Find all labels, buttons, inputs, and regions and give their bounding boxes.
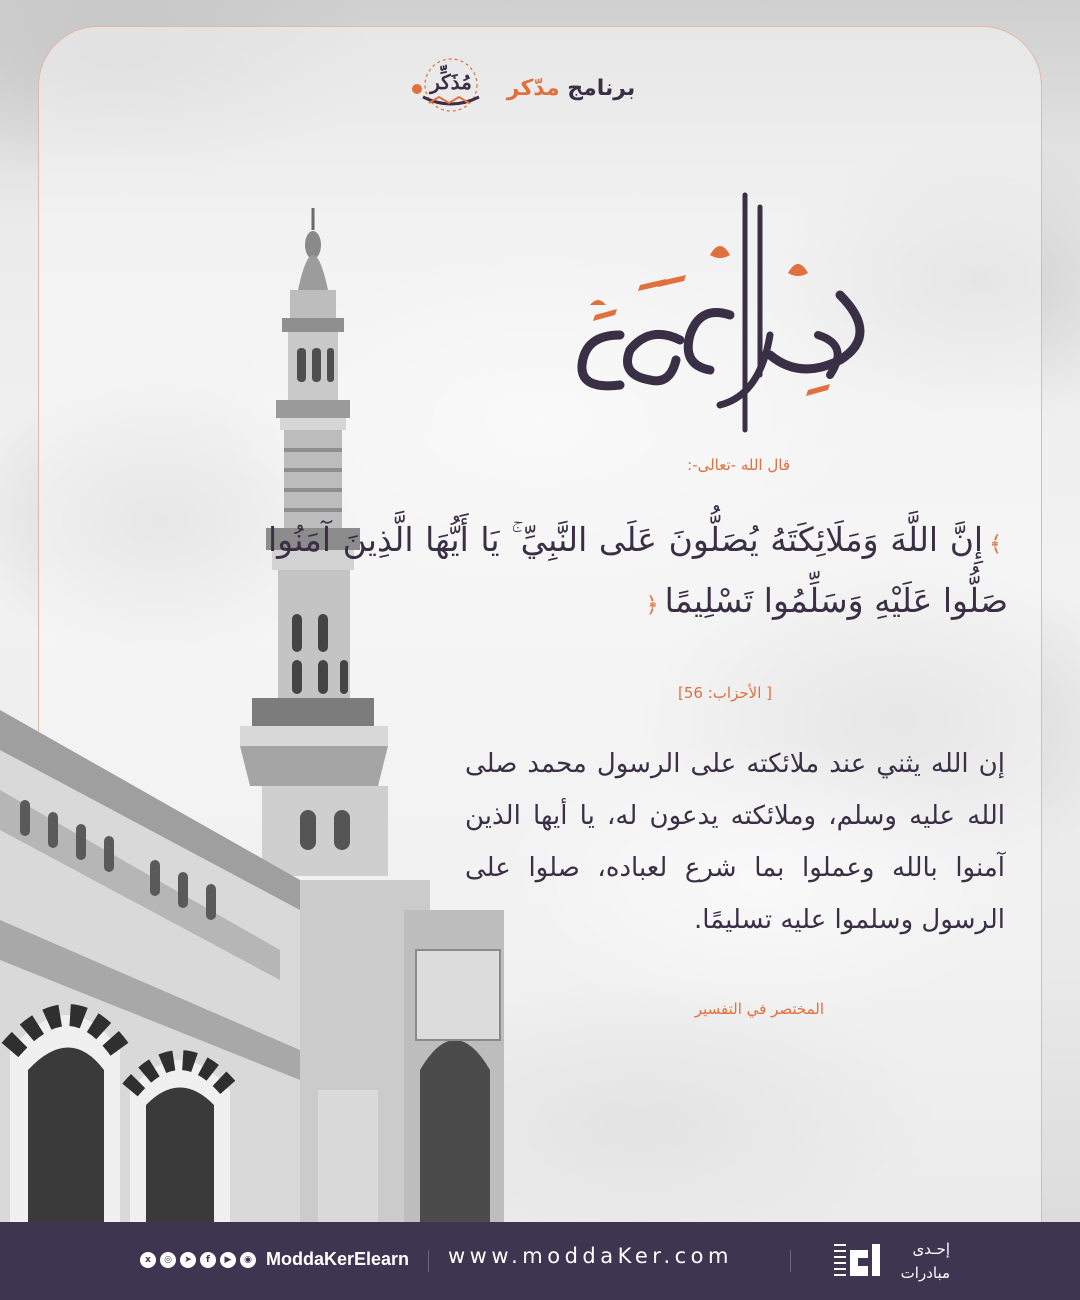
tafsir-source: المختصر في التفسير — [694, 1000, 824, 1018]
telegram-icon[interactable]: ➤ — [180, 1252, 196, 1268]
initiative-label — [890, 1237, 950, 1285]
social-handle[interactable]: ModdaKerElearn — [266, 1249, 410, 1269]
social-links — [140, 1249, 409, 1270]
footer-divider — [790, 1250, 791, 1272]
rss-icon[interactable]: ◉ — [240, 1252, 256, 1268]
svg-text:مُذَكِّر: مُذَكِّر — [429, 70, 472, 94]
verse-open-ornament: ﴾ — [989, 532, 1002, 557]
footer-bar — [0, 1222, 1080, 1300]
moddaker-logo[interactable] — [405, 51, 497, 125]
youtube-icon[interactable]: ▶ — [220, 1252, 236, 1268]
website-link[interactable]: www.moddaKer.com — [448, 1244, 733, 1268]
footer-divider — [428, 1250, 429, 1272]
quran-verse — [268, 512, 1008, 634]
instagram-icon[interactable]: ◎ — [160, 1252, 176, 1268]
verse-close-ornament: ﴿ — [645, 593, 659, 618]
mosque-illustration — [0, 190, 520, 1222]
verse-line-2: أَيُّهَا الَّذِينَ آمَنُوا صَلُّوا عَلَيْهِ وَسَلِّمُوا تَسْلِيمًا — [268, 520, 1008, 620]
brand-header — [370, 48, 670, 128]
verse-line-1: إِنَّ اللَّهَ وَمَلَائِكَتَهُ يُصَلُّونَ عَلَى النَّبِيِّ ۚ يَا — [480, 520, 984, 559]
initiative-line-1: إحـدى — [912, 1240, 950, 1258]
intro-text: قال الله -تعالى-: — [687, 456, 790, 474]
facebook-icon[interactable]: f — [200, 1252, 216, 1268]
verse-reference: [ الأحزاب: 56] — [678, 684, 772, 702]
brand-program-text: برنامج مدّكر — [506, 75, 636, 101]
x-icon[interactable]: x — [140, 1252, 156, 1268]
initiative-line-2: مبادرات — [900, 1264, 950, 1282]
tafsir-text: إن الله يثني عند ملائكته على الرسول محمد صلى الله عليه وسلم، وملائكته يدعون له، يا أيها الذين آمنوا بالله وعملوا بما شرع لعباده، صلوا على الرسول وسلموا عليه تسليمًا. — [465, 749, 1005, 935]
